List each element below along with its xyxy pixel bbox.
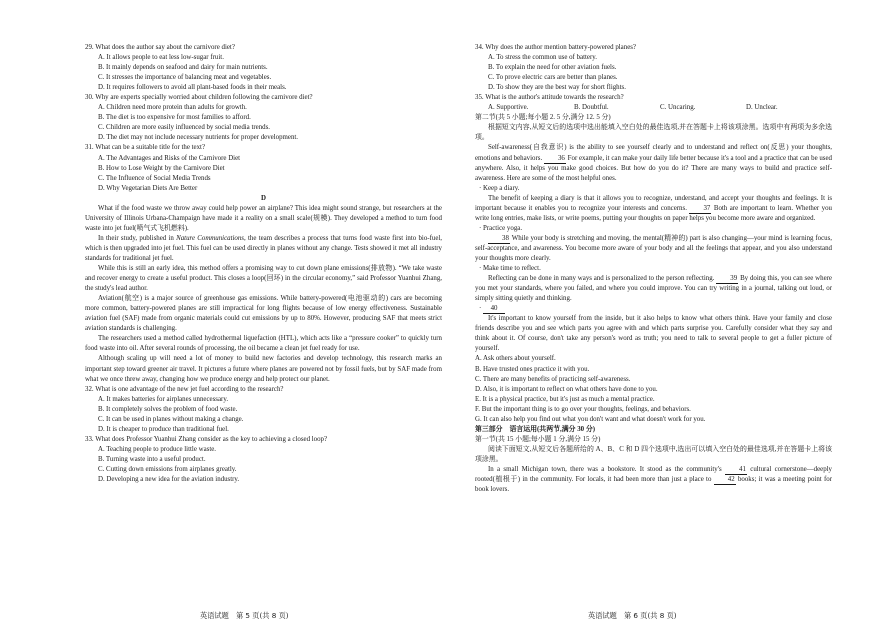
question-stem: 34. Why does the author mention battery-powered planes? [475,44,636,51]
option: B. How to Lose Weight by the Carnivore Diet [98,164,225,172]
blank-39: 39 [716,275,738,284]
paragraph: Aviation(航空) is a major source of greenhouse gas emissions. While battery-powered(电池驱动的) cars are becoming more common, battery-powered planes are still impractical for long flights because of low energy effectiveness. Sustainable aviation fuel (SAF) made from organic materials could cut emissions by up to 80%. However, producing SAF that meets strict aviation standards is challenging. [85,295,442,333]
journal-name: Nature Communications [176,234,244,242]
choice: D. Also, it is important to reflect on what others have done to you. [475,385,658,393]
option: D. It is cheaper to produce than traditional fuel. [98,425,229,433]
part-3 [475,425,832,495]
section-heading: 第一节(共 15 小题;每小题 1 分,满分 15 分) [475,435,601,443]
left-column [85,43,442,485]
question-stem: 33. What does Professor Yuanhui Zhang consider as the key to achieving a closed loop? [85,435,328,443]
part-heading: 第三部分 语言运用(共两节,满分 30 分) [475,425,596,433]
paragraph: In a small Michigan town, there was a bookstore. It stood as the community's 41 cultural cornerstone—deeply rooted(植根于) in the community. For locals, it had been more than just a place to 42 books; it was a meeting point for book lovers. [475,465,833,494]
paragraph: The benefit of keeping a diary is that it allows you to recognize, understand, and accept your thoughts and feelings. It is important because it enables you to recognize your interests and concerns. 37 Both are important to learn. Whether you write long entries, make lists, or write poems, putting your thoughts on paper helps you become more aware and organized. [475,194,832,222]
section-heading: 第二节(共 5 小题;每小题 2. 5 分,满分 12. 5 分) [475,114,611,122]
choice: C. There are many benefits of practicing self-awareness. [475,375,631,383]
option: D. The diet may not include necessary nutrients for proper development. [98,134,299,142]
option: D. Unclear. [746,104,778,112]
blank-37: 37 [689,205,711,214]
right-column [475,43,832,495]
option: A. Children need more protein than adults for growth. [98,104,247,112]
subheading: · Keep a diary. [479,184,520,192]
paragraph: Self-awareness(自我意识) is the ability to see yourself clearly and to understand and reflect on(反思) your thoughts, emotions and behaviors. 36 For example, it can make your daily life better because it's a tool and a practice that can be used anywhere. Also, it helps you make good choices. But how do you do it? There are many ways to build and practice self-awareness. Here are some of the most helpful ones. [475,144,832,182]
option: B. The diet is too expensive for most families to afford. [98,114,251,122]
option: B. To explain the need for other aviation fuels. [488,64,617,72]
option: A. It allows people to eat less low-sugar fruit. [98,54,224,62]
option: D. It requires followers to avoid all plant-based foods in their meals. [98,84,287,92]
section-instruction: 阅读下面短文,从短文后各题所给的 A、B、C 和 D 四个选项中,选出可以填入空白处的最佳选项,并在答题卡上将该项涂黑。 [475,445,832,463]
paragraph: What if the food waste we throw away could help power an airplane? This idea might sound strange, but researchers at the University of Illinois Urbana-Champaign have made it a reality on a small scale(规模). They developed a method to turn food waste into jet fuel(喷气式飞机燃料). [85,204,442,232]
paragraph: While this is still an early idea, this method offers a promising way to cut down plane emissions(排放物). “We take waste and recover energy to create a useful product. This closes a loop(回环) in the circular economy,” said Professor Yuanhui Zhang, the study's lead author. [85,265,442,293]
paragraph: The researchers used a method called hydrothermal liquefaction (HTL), which acts like a “pressure cooker” to quickly turn food waste into oil. After several rounds of processing, the oil became a clean jet fuel ready for use. [85,335,442,353]
paragraph: It's important to know yourself from the inside, but it also helps to know what others think. Have your family and close friends describe you and see which parts you agree with and which parts surprise you. Carefully consider what they say and think about it. Of course, don't take any person's word as truth; you need to talk to several people to get a fuller picture of yourself. [475,315,832,353]
question-29 [85,43,442,93]
page-footer-right: 英语试题 第 6 页(共 8 页) [588,611,677,620]
paragraph: 38 While your body is stretching and moving, the mental(精神的) part is also changing—your mind is learning focus, self-acceptance, and awareness. You become more aware of your body and all the feelings that appear, and you also understand your thoughts more clearly. [475,234,832,262]
blank-38: 38 [488,235,510,244]
section-2 [475,113,832,424]
subheading: · Make time to reflect. [479,265,541,273]
option: A. Teaching people to produce little waste. [98,445,217,453]
option: D. To show they are the best way for short flights. [488,84,626,92]
blank-42: 42 [714,476,736,485]
option: C. Uncaring. [660,104,696,112]
option: B. It completely solves the problem of food waste. [98,405,238,413]
question-30 [85,93,442,143]
paragraph: Although scaling up will need a lot of money to build new factories and develop technology, this research marks an important step toward greener air travel. It pictures a future where planes are powered not by fossil fuels, but by SAF made from what we once threw away, changing how we produce energy and help protect our planet. [85,355,442,383]
option-row [475,103,832,113]
option: C. To prove electric cars are better than planes. [488,74,618,82]
passage-d [85,194,442,385]
blank-41: 41 [725,466,747,475]
paragraph: In their study, published in Nature Communications, the team describes a process that turns food waste first into bio-fuel, which is then upgraded into jet fuel. This fuel can be used directly in planes without any change. Tests showed it met all industry standards for traditional jet fuel. [85,234,443,262]
question-34 [475,43,832,93]
section-instruction: 根据短文内容,从短文后的选项中选出能填入空白处的最佳选项,并在答题卡上将该项涂黑。选项中有两项为多余选项。 [475,124,832,142]
subheading: · Practice yoga. [479,224,523,232]
option: B. Doubtful. [574,104,609,112]
blank-36: 36 [544,155,566,164]
question-stem: 30. Why are experts specially worried about children following the carnivore diet? [85,94,313,102]
option: A. Supportive. [488,104,529,112]
option: C. The Influence of Social Media Trends [98,174,211,182]
page-footer-left: 英语试题 第 5 页(共 8 页) [200,611,289,620]
paragraph: Reflecting can be done in many ways and is personalized to the person reflecting. 39 By doing this, you can see where you met your standards, where you failed, and where you could improve. You can try writing in a journal, talking out loud, or simply sitting quietly and thinking. [475,275,832,303]
option: C. Cutting down emissions from airplanes greatly. [98,465,237,473]
option: B. Turning waste into a useful product. [98,455,206,463]
option: A. The Advantages and Risks of the Carnivore Diet [98,154,241,162]
option: C. It can be used in planes without making a change. [98,415,244,423]
option: C. Children are more easily influenced by social media trends. [98,124,271,132]
question-31 [85,143,442,193]
option: A. To stress the common use of battery. [488,54,597,62]
passage-heading: D [261,194,266,202]
blank-40: 40 [483,305,505,314]
choice: F. But the important thing is to go over your thoughts, feelings, and behaviors. [475,405,691,413]
option: D. Developing a new idea for the aviation industry. [98,476,240,484]
question-35 [475,93,832,113]
choice: E. It is a physical practice, but it's just as much a mental practice. [475,395,655,403]
question-stem: 32. What is one advantage of the new jet fuel according to the research? [85,385,284,393]
option: C. It stresses the importance of balancing meat and vegetables. [98,74,272,82]
question-stem: 35. What is the author's attitude towards the research? [475,94,624,102]
choice: G. It can also help you find out what you don't want and what doesn't work for you. [475,415,706,423]
question-stem: 29. What does the author say about the carnivore diet? [85,44,235,51]
question-32 [85,385,442,435]
option: A. It makes batteries for airplanes unnecessary. [98,395,229,403]
option: B. It mainly depends on seafood and dairy for main nutrients. [98,64,268,72]
choice: A. Ask others about yourself. [475,355,556,363]
question-33 [85,435,442,485]
subheading: · 40 [475,304,832,314]
choice: B. Have trusted ones practice it with you. [475,365,590,373]
option: D. Why Vegetarian Diets Are Better [98,184,198,192]
question-stem: 31. What can be a suitable title for the text? [85,144,206,152]
